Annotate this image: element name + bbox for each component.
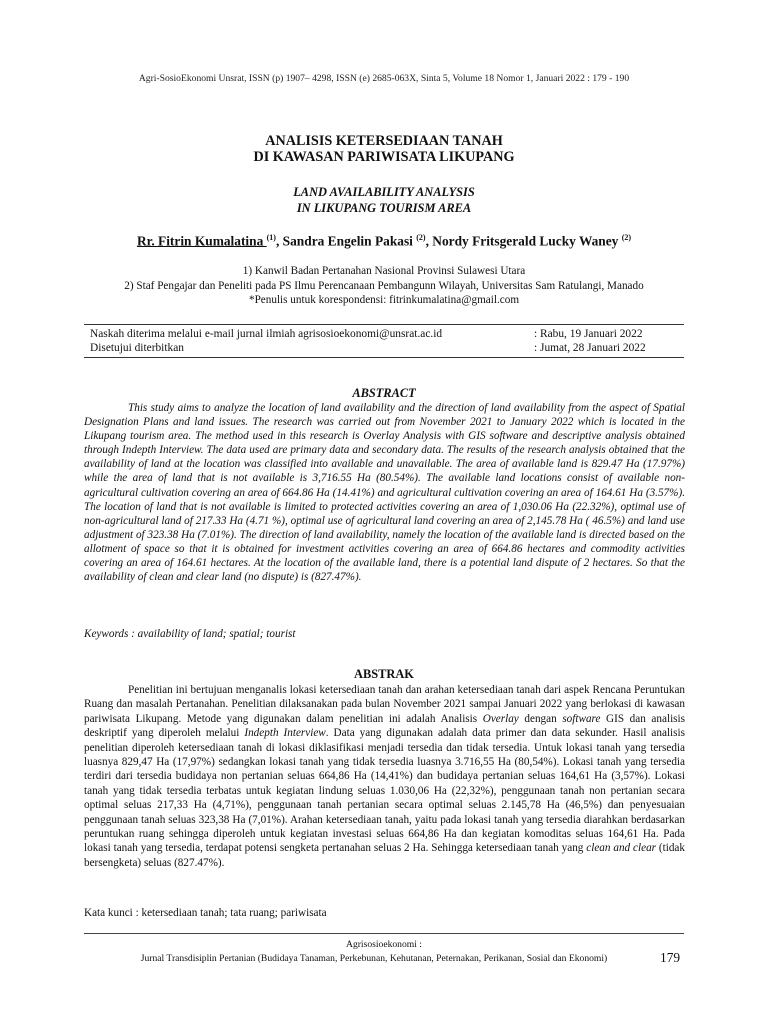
abstrak-text-2: dengan — [518, 712, 563, 725]
affiliation-1: 1) Kanwil Badan Pertanahan Nasional Provinsi Sulawesi Utara — [242, 265, 526, 277]
abstrak-text-3: GIS dan analisis deskriptif yang diperoleh melalui — [84, 712, 685, 740]
abstrak-term-clean-clear: clean and clear — [586, 842, 657, 855]
paper-title — [0, 133, 768, 165]
page-number: 179 — [660, 950, 681, 965]
footer-subtitle: Jurnal Transdisiplin Pertanian (Budidaya Tanaman, Perkebunan, Kehutanan, Peternakan, Perikanan, Sosial dan Ekonomi) — [140, 953, 608, 964]
submission-info — [84, 324, 684, 358]
abstrak-text-4: . Data yang digunakan adalah data primer dan data sekunder. Hasil analisis penelitian diperoleh ketersediaan tanah di lokasi diklasifikasi menjadi tersedia dan tidak tersedia. Untuk lokasi tanah yang tersedia luasnya 829,47 Ha (17,97%) sedangkan lokasi tanah yang tidak tersedia luasnya 3.716,55 Ha (80,54%). Lokasi tanah yang tersedia terdiri dari tersedia budidaya non pertanian seluas 664,86 Ha (14,41%) dan budidaya pertanian seluas 164,61 Ha (3,57%). Lokasi tanah yang tidak tersedia terbatas untuk kegiatan lindung seluas 1.030,06 Ha (22,32%), penggunaan tanah non pertanian secara optimal seluas 217,33 Ha (4,71%), penggunaan tanah pertanian secara optimal seluas 2.145,78 Ha (46,5%) dan penyesuaian penggunaan tanah seluas 323,38 Ha (7,01%). Arahan ketersediaan tanah, yaitu pada lokasi tanah yang tersedia diarahkan berdasarkan peruntukan ruang sehingga diperoleh untuk kegiatan investasi seluas 664,86 Ha dan kegiatan komoditas seluas 164,61 Ha. Pada lokasi tanah yang tersedia, terdapat potensi sengketa pertanahan seluas 2 Ha. Sehingga ketersediaan tanah yang — [84, 727, 685, 855]
abstrak-body — [84, 683, 685, 870]
keywords-en: Keywords : availability of land; spatial; tourist — [84, 628, 296, 640]
footer-journal: Agrisosioekonomi : — [346, 939, 422, 950]
author-3: , Nordy Fritsgerald Lucky Waney — [425, 233, 622, 249]
abstrak-term-indepth: Indepth Interview — [244, 727, 326, 740]
received-row — [90, 327, 680, 341]
abstrak-term-software: software — [562, 712, 601, 725]
abstrak-text-5: (tidak bersengketa) seluas (827.47%). — [84, 842, 685, 869]
correspondence: *Penulis untuk korespondensi: fitrinkumalatina@gmail.com — [248, 294, 520, 306]
approved-label: Disetujui diterbitkan — [90, 342, 184, 354]
abstrak-term-overlay: Overlay — [482, 712, 519, 725]
running-head: Agri-SosioEkonomi Unsrat, ISSN (p) 1907– 4298, ISSN (e) 2685-063X, Sinta 5, Volume 18 Nomor 1, Januari 2022 : 179 - 190 — [138, 73, 630, 84]
received-date: : Rabu, 19 Januari 2022 — [534, 328, 643, 340]
title-line-1: ANALISIS KETERSEDIAAN TANAH — [265, 133, 503, 149]
author-2: , Sandra Engelin Pakasi — [275, 233, 417, 249]
author-2-affil: (2) — [416, 233, 426, 242]
approved-date: : Jumat, 28 Januari 2022 — [534, 342, 646, 354]
approved-row — [90, 341, 680, 355]
author-1-affil: (1) — [266, 233, 276, 242]
english-title — [0, 185, 768, 216]
abstract-body: This study aims to analyze the location of land availability and the direction of land availability from the aspect of Spatial Designation Plans and land issues. The research was carried out from November 2021 to January 2022 which is located in the Likupang tourism area. The method used in this research is Overlay Analysis with GIS software and descriptive analysis obtained through Indepth Interview. The data used are primary data and secondary data. The results of the research analysis obtained that the availability of land at the location was classified into available and unavailable. The area of available land is 829.47 Ha (17.97%) while the area of land that is not available is 3,716.55 Ha (80.54%). The available land locations consist of available non-agricultural cultivation covering an area of 664.86 Ha (14.41%) and agricultural cultivation covering an area of 164.61 Ha (3.57%). The location of land that is not available is limited to protected activities covering an area of 1,030.06 Ha (22.32%), optimal use of non-agricultural land of 217.33 Ha (4.71 %), optimal use of agricultural land covering an area of 2,145.78 Ha ( 46.5%) and land use adjustment of 323.38 Ha (7.01%). The direction of land availability, namely the location of the available land is directed based on the allotment of space so that it is obtained for investment activities covering an area of 664.86 hectares and commodity activities covering an area of 164.61 hectares. At the location of the available land, there is a potential land dispute of 2 hectares. So that the availability of clean and clear land (no dispute) is (827.47%). — [84, 402, 685, 584]
english-title-line-2: IN LIKUPANG TOURISM AREA — [296, 200, 472, 215]
abstrak-text-1: Penelitian ini bertujuan menganalis lokasi ketersediaan tanah dan arahan ketersediaan tanah dari aspek Rencana Peruntukan Ruang dan masalah Pertanahan. Penelitian dilaksanakan pada bulan November 2021 sampai Januari 2022 yang berlokasi di kawasan pariwisata Likupang. Metode yang digunakan dalam penelitian ini adalah Analisis — [84, 684, 685, 725]
title-line-2: DI KAWASAN PARIWISATA LIKUPANG — [253, 149, 515, 165]
footer-divider — [84, 933, 684, 934]
affiliation-2: 2) Staf Pengajar dan Peneliti pada PS Ilmu Perencanaan Pembangunn Wilayah, Universitas Sam Ratulangi, Manado — [124, 279, 644, 292]
abstrak-heading: ABSTRAK — [354, 667, 414, 681]
abstract-heading: ABSTRACT — [352, 386, 416, 400]
author-1: Rr. Fitrin Kumalatina — [136, 233, 267, 249]
author-list — [0, 233, 768, 249]
english-title-line-1: LAND AVAILABILITY ANALYSIS — [293, 185, 475, 199]
received-label: Naskah diterima melalui e-mail jurnal ilmiah agrisosioekonomi@unsrat.ac.id — [90, 328, 443, 340]
author-3-affil: (2) — [621, 233, 632, 242]
keywords-id: Kata kunci : ketersediaan tanah; tata ruang; pariwisata — [84, 907, 327, 919]
affiliations — [0, 264, 768, 308]
